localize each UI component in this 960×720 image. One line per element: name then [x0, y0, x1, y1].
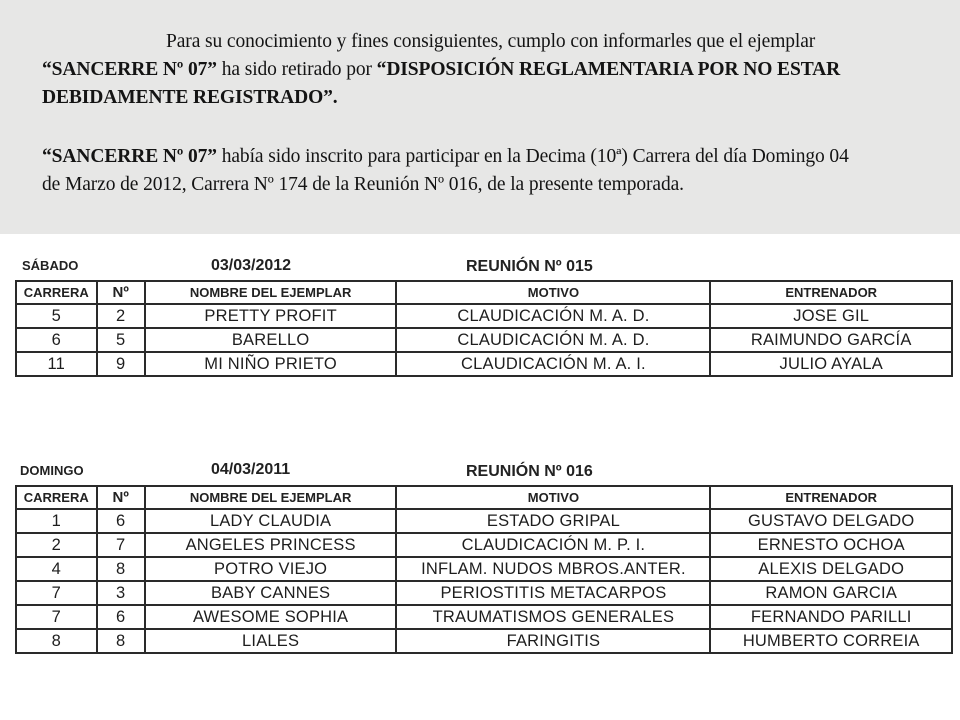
cell-ejemplar: ANGELES PRINCESS	[146, 534, 398, 558]
notice-letter	[0, 0, 960, 234]
letter-text: había sido inscrito para participar en la Decima (10ª) Carrera del día Domingo 04	[216, 146, 849, 167]
meeting-date: 04/03/2011	[211, 461, 291, 478]
cell-entrenador: ERNESTO OCHOA	[711, 534, 953, 558]
letter-line-5: de Marzo de 2012, Carrera Nº 174 de la Reunión Nº 016, de la presente temporada.	[42, 174, 684, 195]
cell-numero: 6	[98, 606, 146, 630]
cell-entrenador: RAIMUNDO GARCÍA	[711, 329, 953, 353]
cell-numero: 5	[98, 329, 146, 353]
cell-entrenador: GUSTAVO DELGADO	[711, 510, 953, 534]
withdrawal-reason-cont: DEBIDAMENTE REGISTRADO”.	[42, 87, 338, 108]
cell-motivo: PERIOSTITIS METACARPOS	[397, 582, 711, 606]
cell-ejemplar: LIALES	[146, 630, 398, 654]
table-row	[17, 329, 953, 353]
cell-entrenador: ALEXIS DELGADO	[711, 558, 953, 582]
cell-entrenador: JOSE GIL	[711, 305, 953, 329]
cell-motivo: CLAUDICACIÓN M. P. I.	[397, 534, 711, 558]
cell-motivo: INFLAM. NUDOS MBROS.ANTER.	[397, 558, 711, 582]
col-ejemplar: NOMBRE DEL EJEMPLAR	[146, 487, 398, 510]
cell-entrenador: HUMBERTO CORREIA	[711, 630, 953, 654]
table-header-row	[17, 487, 953, 510]
table-row	[17, 558, 953, 582]
meeting-number: REUNIÓN Nº 015	[466, 258, 593, 275]
cell-ejemplar: AWESOME SOPHIA	[146, 606, 398, 630]
cell-numero: 8	[98, 630, 146, 654]
table-header-row	[17, 282, 953, 305]
table-row	[17, 582, 953, 606]
col-entrenador: ENTRENADOR	[711, 282, 953, 305]
cell-carrera: 8	[17, 630, 98, 654]
cell-ejemplar: MI NIÑO PRIETO	[146, 353, 398, 377]
col-ejemplar: NOMBRE DEL EJEMPLAR	[146, 282, 398, 305]
cell-motivo: ESTADO GRIPAL	[397, 510, 711, 534]
cell-motivo: TRAUMATISMOS GENERALES	[397, 606, 711, 630]
cell-motivo: CLAUDICACIÓN M. A. I.	[397, 353, 711, 377]
col-carrera: CARRERA	[17, 282, 98, 305]
letter-text: ha sido retirado por	[216, 59, 377, 80]
cell-carrera: 6	[17, 329, 98, 353]
cell-ejemplar: POTRO VIEJO	[146, 558, 398, 582]
horse-name: “SANCERRE Nº 07”	[42, 59, 217, 80]
cell-carrera: 4	[17, 558, 98, 582]
cell-numero: 9	[98, 353, 146, 377]
cell-motivo: FARINGITIS	[397, 630, 711, 654]
cell-carrera: 1	[17, 510, 98, 534]
table-row	[17, 510, 953, 534]
cell-ejemplar: BABY CANNES	[146, 582, 398, 606]
horse-name: “SANCERRE Nº 07”	[42, 146, 217, 167]
table-row	[17, 305, 953, 329]
col-numero: Nº	[98, 282, 146, 305]
cell-ejemplar: LADY CLAUDIA	[146, 510, 398, 534]
table-row	[17, 630, 953, 654]
letter-line-3	[42, 87, 338, 109]
col-numero: Nº	[98, 487, 146, 510]
col-motivo: MOTIVO	[397, 282, 711, 305]
cell-numero: 7	[98, 534, 146, 558]
col-carrera: CARRERA	[17, 487, 98, 510]
cell-entrenador: JULIO AYALA	[711, 353, 953, 377]
withdrawal-reason: “DISPOSICIÓN REGLAMENTARIA POR NO ESTAR	[376, 59, 841, 80]
cell-carrera: 11	[17, 353, 98, 377]
cell-carrera: 7	[17, 582, 98, 606]
table-row	[17, 606, 953, 630]
cell-carrera: 5	[17, 305, 98, 329]
col-entrenador: ENTRENADOR	[711, 487, 953, 510]
letter-line-1: Para su conocimiento y fines consiguientes, cumplo con informarles que el ejemplar	[166, 31, 816, 52]
cell-motivo: CLAUDICACIÓN M. A. D.	[397, 305, 711, 329]
cell-numero: 3	[98, 582, 146, 606]
withdrawals-table-2	[15, 485, 953, 654]
cell-numero: 6	[98, 510, 146, 534]
withdrawals-table-1	[15, 280, 953, 377]
cell-entrenador: RAMON GARCIA	[711, 582, 953, 606]
meeting-day: DOMINGO	[20, 463, 84, 478]
cell-motivo: CLAUDICACIÓN M. A. D.	[397, 329, 711, 353]
letter-line-2	[42, 59, 840, 81]
cell-numero: 8	[98, 558, 146, 582]
meeting-date: 03/03/2012	[211, 257, 292, 274]
cell-ejemplar: PRETTY PROFIT	[146, 305, 398, 329]
cell-carrera: 7	[17, 606, 98, 630]
table-row	[17, 353, 953, 377]
cell-entrenador: FERNANDO PARILLI	[711, 606, 953, 630]
table-row	[17, 534, 953, 558]
cell-ejemplar: BARELLO	[146, 329, 398, 353]
cell-numero: 2	[98, 305, 146, 329]
meeting-number: REUNIÓN Nº 016	[466, 463, 593, 480]
cell-carrera: 2	[17, 534, 98, 558]
letter-line-4	[42, 146, 849, 168]
col-motivo: MOTIVO	[397, 487, 711, 510]
meeting-day: SÁBADO	[22, 258, 79, 273]
